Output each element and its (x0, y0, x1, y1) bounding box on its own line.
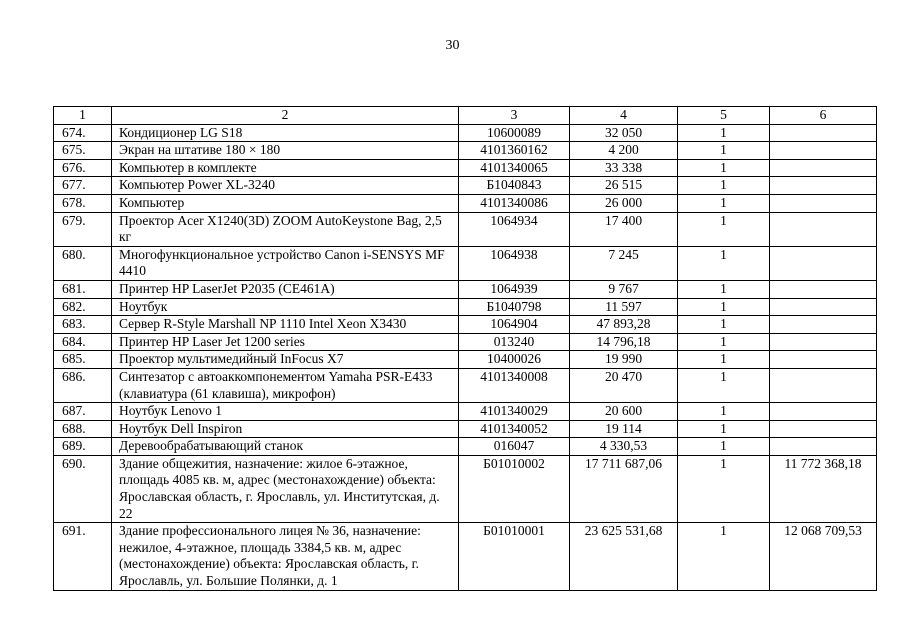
book-value-cell: 11 597 (570, 298, 678, 316)
inventory-code-cell: 10600089 (459, 124, 570, 142)
item-name-cell: Ноутбук Lenovo 1 (112, 403, 459, 421)
residual-value-cell (770, 159, 877, 177)
row-number-cell: 683. (54, 316, 112, 334)
inventory-code-cell: 1064934 (459, 212, 570, 246)
table-row (54, 212, 877, 246)
book-value-cell: 19 990 (570, 351, 678, 369)
quantity-cell: 1 (678, 177, 770, 195)
quantity-cell: 1 (678, 368, 770, 402)
inventory-code-cell: 016047 (459, 438, 570, 456)
quantity-cell: 1 (678, 280, 770, 298)
quantity-cell: 1 (678, 455, 770, 522)
item-name-cell: Экран на штативе 180 × 180 (112, 142, 459, 160)
book-value-cell: 20 470 (570, 368, 678, 402)
quantity-cell: 1 (678, 124, 770, 142)
quantity-cell: 1 (678, 333, 770, 351)
residual-value-cell (770, 177, 877, 195)
residual-value-cell (770, 142, 877, 160)
table-row (54, 298, 877, 316)
header-cell: 4 (570, 107, 678, 125)
book-value-cell: 20 600 (570, 403, 678, 421)
table-row (54, 280, 877, 298)
book-value-cell: 47 893,28 (570, 316, 678, 334)
item-name-cell: Проектор Acer X1240(3D) ZOOM AutoKeystone Bag, 2,5 кг (112, 212, 459, 246)
table-row (54, 333, 877, 351)
inventory-code-cell: 4101360162 (459, 142, 570, 160)
header-cell: 5 (678, 107, 770, 125)
table-row (54, 403, 877, 421)
quantity-cell: 1 (678, 403, 770, 421)
item-name-cell: Здание профессионального лицея № 36, назначение: нежилое, 4-этажное, площадь 3384,5 кв. м, адрес (местонахождение) объекта: Ярославская область, г. Ярославль, ул. Большие Полянки, д. 1 (112, 523, 459, 590)
book-value-cell: 26 000 (570, 194, 678, 212)
residual-value-cell (770, 403, 877, 421)
item-name-cell: Принтер HP Laser Jet 1200 series (112, 333, 459, 351)
residual-value-cell (770, 333, 877, 351)
residual-value-cell (770, 438, 877, 456)
table-row (54, 316, 877, 334)
item-name-cell: Проектор мультимедийный InFocus X7 (112, 351, 459, 369)
residual-value-cell (770, 124, 877, 142)
quantity-cell: 1 (678, 159, 770, 177)
residual-value-cell (770, 246, 877, 280)
book-value-cell: 7 245 (570, 246, 678, 280)
row-number-cell: 678. (54, 194, 112, 212)
row-number-cell: 676. (54, 159, 112, 177)
header-cell: 2 (112, 107, 459, 125)
inventory-code-cell: 013240 (459, 333, 570, 351)
table-row (54, 455, 877, 522)
book-value-cell: 4 200 (570, 142, 678, 160)
inventory-code-cell: Б1040843 (459, 177, 570, 195)
quantity-cell: 1 (678, 194, 770, 212)
row-number-cell: 691. (54, 523, 112, 590)
item-name-cell: Компьютер (112, 194, 459, 212)
row-number-cell: 677. (54, 177, 112, 195)
header-cell: 1 (54, 107, 112, 125)
quantity-cell: 1 (678, 212, 770, 246)
residual-value-cell (770, 420, 877, 438)
inventory-code-cell: 1064939 (459, 280, 570, 298)
table-row (54, 420, 877, 438)
book-value-cell: 17 711 687,06 (570, 455, 678, 522)
header-cell: 6 (770, 107, 877, 125)
residual-value-cell (770, 351, 877, 369)
inventory-code-cell: 4101340052 (459, 420, 570, 438)
table-row (54, 159, 877, 177)
quantity-cell: 1 (678, 142, 770, 160)
residual-value-cell: 11 772 368,18 (770, 455, 877, 522)
book-value-cell: 9 767 (570, 280, 678, 298)
quantity-cell: 1 (678, 523, 770, 590)
quantity-cell: 1 (678, 438, 770, 456)
item-name-cell: Здание общежития, назначение: жилое 6-этажное, площадь 4085 кв. м, адрес (местонахождение) объекта: Ярославская область, г. Ярославль, ул. Институтская, д. 22 (112, 455, 459, 522)
row-number-cell: 675. (54, 142, 112, 160)
row-number-cell: 688. (54, 420, 112, 438)
inventory-code-cell: Б01010002 (459, 455, 570, 522)
item-name-cell: Ноутбук (112, 298, 459, 316)
inventory-code-cell: 4101340008 (459, 368, 570, 402)
quantity-cell: 1 (678, 316, 770, 334)
item-name-cell: Многофункциональное устройство Canon i-SENSYS MF 4410 (112, 246, 459, 280)
item-name-cell: Компьютер Power XL-3240 (112, 177, 459, 195)
header-cell: 3 (459, 107, 570, 125)
table-row (54, 438, 877, 456)
row-number-cell: 680. (54, 246, 112, 280)
quantity-cell: 1 (678, 298, 770, 316)
residual-value-cell (770, 280, 877, 298)
inventory-code-cell: Б01010001 (459, 523, 570, 590)
table-row (54, 124, 877, 142)
book-value-cell: 14 796,18 (570, 333, 678, 351)
inventory-code-cell: 1064904 (459, 316, 570, 334)
residual-value-cell (770, 298, 877, 316)
residual-value-cell (770, 368, 877, 402)
item-name-cell: Ноутбук Dell Inspiron (112, 420, 459, 438)
table-row (54, 523, 877, 590)
residual-value-cell: 12 068 709,53 (770, 523, 877, 590)
inventory-code-cell: 1064938 (459, 246, 570, 280)
item-name-cell: Деревообрабатывающий станок (112, 438, 459, 456)
item-name-cell: Синтезатор с автоаккомпонементом Yamaha PSR-E433 (клавиатура (61 клавиша), микрофон) (112, 368, 459, 402)
book-value-cell: 33 338 (570, 159, 678, 177)
book-value-cell: 19 114 (570, 420, 678, 438)
inventory-code-cell: Б1040798 (459, 298, 570, 316)
item-name-cell: Сервер R-Style Marshall NP 1110 Intel Xeon X3430 (112, 316, 459, 334)
inventory-code-cell: 4101340029 (459, 403, 570, 421)
inventory-code-cell: 4101340065 (459, 159, 570, 177)
residual-value-cell (770, 316, 877, 334)
page-number: 30 (445, 38, 460, 53)
table-row (54, 351, 877, 369)
quantity-cell: 1 (678, 246, 770, 280)
row-number-cell: 681. (54, 280, 112, 298)
row-number-cell: 687. (54, 403, 112, 421)
book-value-cell: 26 515 (570, 177, 678, 195)
row-number-cell: 682. (54, 298, 112, 316)
row-number-cell: 679. (54, 212, 112, 246)
row-number-cell: 690. (54, 455, 112, 522)
item-name-cell: Компьютер в комплекте (112, 159, 459, 177)
book-value-cell: 32 050 (570, 124, 678, 142)
book-value-cell: 23 625 531,68 (570, 523, 678, 590)
inventory-code-cell: 4101340086 (459, 194, 570, 212)
table-row (54, 177, 877, 195)
item-name-cell: Кондиционер LG S18 (112, 124, 459, 142)
book-value-cell: 17 400 (570, 212, 678, 246)
row-number-cell: 686. (54, 368, 112, 402)
table-row (54, 368, 877, 402)
row-number-cell: 674. (54, 124, 112, 142)
quantity-cell: 1 (678, 351, 770, 369)
row-number-cell: 684. (54, 333, 112, 351)
row-number-cell: 689. (54, 438, 112, 456)
inventory-code-cell: 10400026 (459, 351, 570, 369)
residual-value-cell (770, 212, 877, 246)
table-row (54, 194, 877, 212)
row-number-cell: 685. (54, 351, 112, 369)
quantity-cell: 1 (678, 420, 770, 438)
item-name-cell: Принтер HP LaserJet P2035 (CE461A) (112, 280, 459, 298)
table-row (54, 142, 877, 160)
book-value-cell: 4 330,53 (570, 438, 678, 456)
table-row (54, 246, 877, 280)
table-header-row (54, 107, 877, 125)
residual-value-cell (770, 194, 877, 212)
property-table (53, 106, 877, 591)
